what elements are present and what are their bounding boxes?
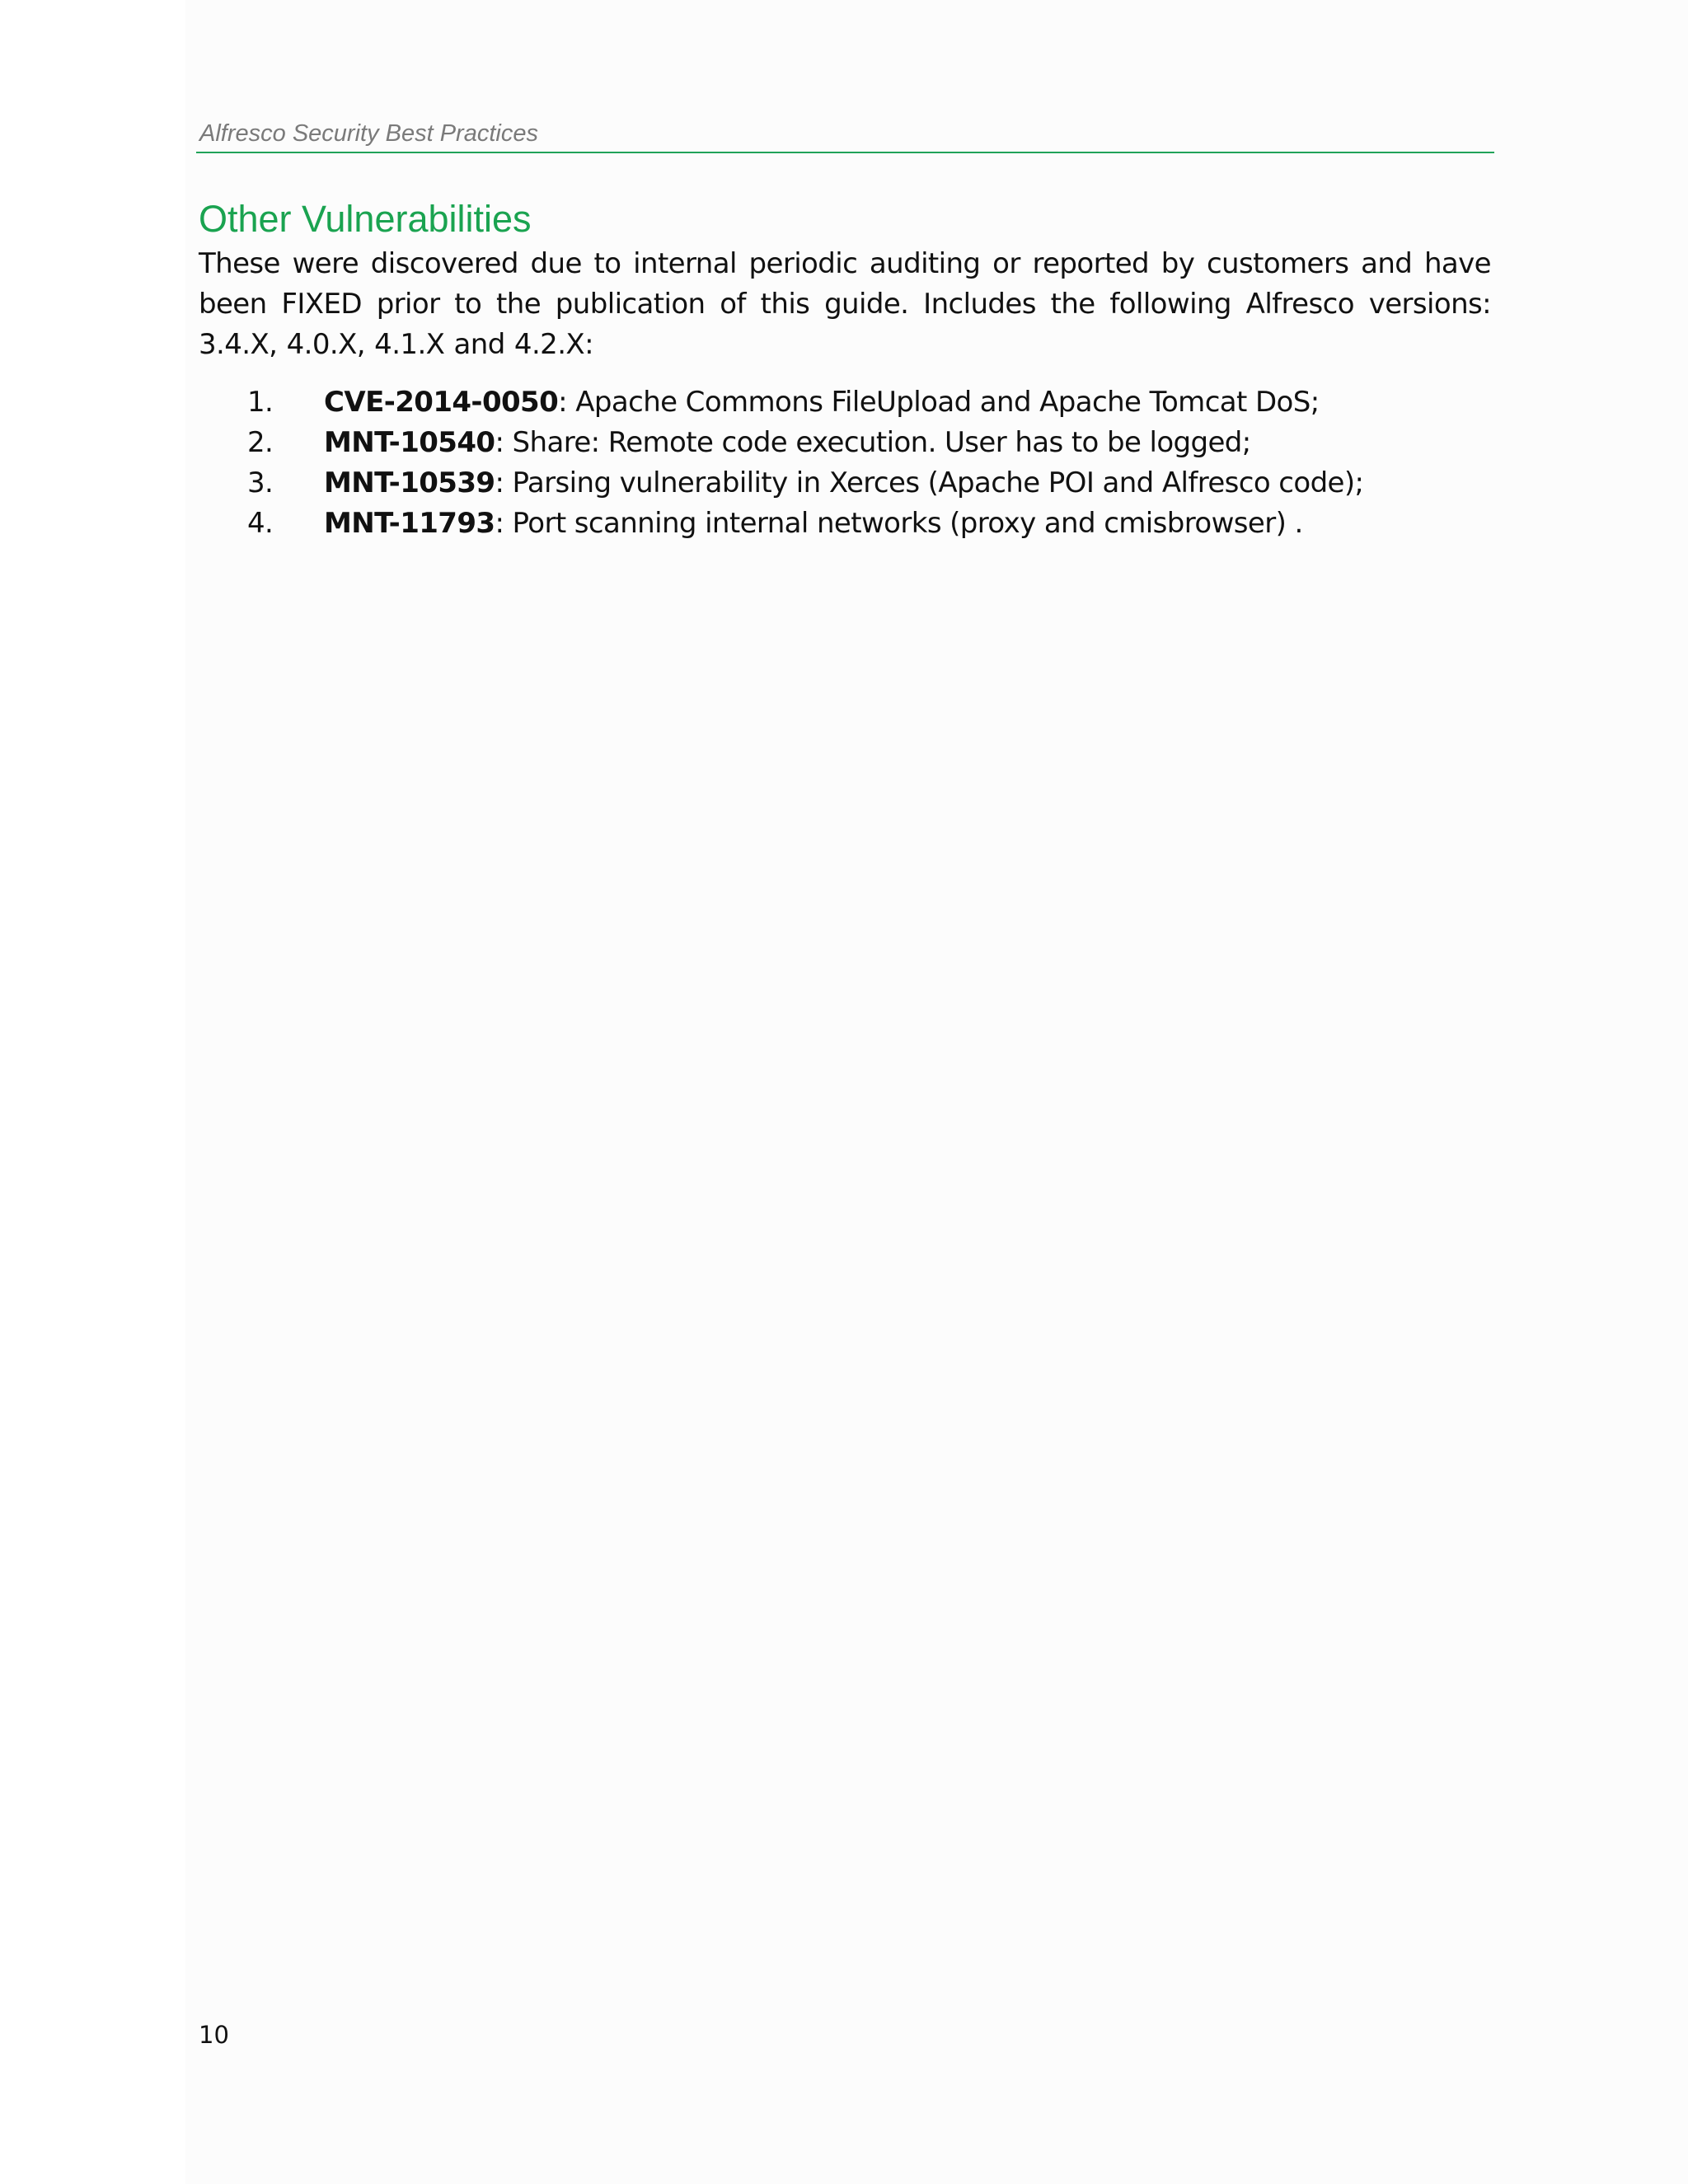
vulnerability-description: : Parsing vulnerability in Xerces (Apache POI and Alfresco code); [495, 466, 1364, 499]
list-item [199, 504, 1491, 544]
list-item-number: 1. [247, 386, 274, 419]
vulnerability-id: MNT-11793 [324, 507, 495, 540]
list-item-text [324, 504, 1303, 544]
vulnerability-id: MNT-10539 [324, 466, 495, 499]
vulnerability-description: : Apache Commons FileUpload and Apache Tomcat DoS; [558, 386, 1320, 419]
vulnerability-id: MNT-10540 [324, 426, 495, 459]
running-header [196, 117, 1494, 153]
list-item-number: 3. [247, 466, 274, 499]
section-title: Other Vulnerabilities [199, 198, 532, 240]
page-number: 10 [199, 2021, 229, 2049]
vulnerability-description: : Share: Remote code execution. User has to be logged; [495, 426, 1251, 459]
vulnerability-list [199, 382, 1491, 544]
list-item [199, 463, 1491, 504]
list-item-number: 4. [247, 507, 274, 540]
list-item [199, 423, 1491, 463]
list-item-text [324, 382, 1320, 423]
list-item [199, 382, 1491, 423]
list-item-number: 2. [247, 426, 274, 459]
header-title: Alfresco Security Best Practices [199, 120, 538, 147]
list-item-text [324, 463, 1363, 504]
intro-paragraph: These were discovered due to internal periodic auditing or reported by customers and have been FIXED prior to the publication of this guide. Includes the following Alfresco versions: 3.4.X, 4.0.X, 4.1.X and 4.2.X: [199, 247, 1491, 361]
vulnerability-id: CVE-2014-0050 [324, 386, 559, 419]
list-item-text [324, 423, 1251, 463]
vulnerability-description: : Port scanning internal networks (proxy and cmisbrowser) . [495, 507, 1303, 540]
